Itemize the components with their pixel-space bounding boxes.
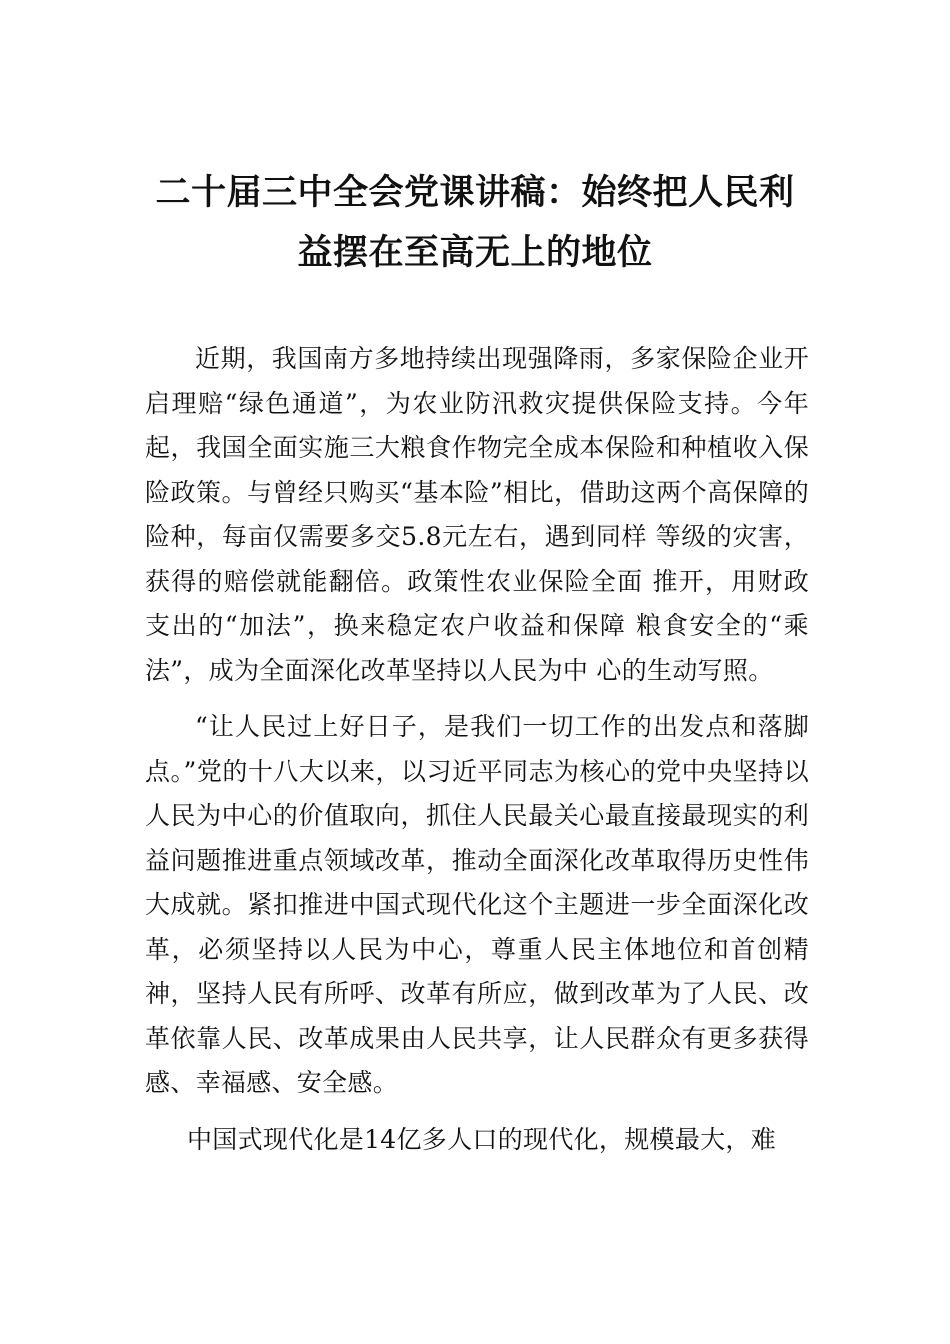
paragraph-3: 中国式现代化是14亿多人口的现代化，规模最大，难 xyxy=(187,1124,777,1154)
document-title xyxy=(130,163,820,283)
title-line-1: 二十届三中全会党课讲稿：始终把人民利 xyxy=(155,173,795,213)
title-line-2: 益摆在至高无上的地位 xyxy=(297,233,653,273)
document-body xyxy=(145,337,809,1174)
paragraph-1: 近期，我国南方多地持续出现强降雨，多家保险企业开启理赔“绿色通道”，为农业防汛救灾提供保险支持。今年起，我国全面实施三大粮食作物完全成本保险和种植收入保险政策。与曾经只购买“基本险”相比，借助这两个高保障的险种，每亩仅需要多交5.8元左右，遇到同样 等级的灾害，获得的赔偿就能翻倍。政策性农业保险全面 推开，用财政支出的“加法”，换来稳定农户收益和保障 粮食安全的“乘法”，成为全面深化改革坚持以人民为中 心的生动写照。 xyxy=(145,344,809,685)
paragraph-2: “让人民过上好日子，是我们一切工作的出发点和落脚点。”党的十八大以来，以习近平同志为核心的党中央坚持以人民为中心的价值取向，抓住人民最关心最直接最现实的利益问题推进重点领域改革，推动全面深化改革取得历史性伟大成就。紧扣推进中国式现代化这个主题进一步全面深化改革，必须坚持以人民为中心，尊重人民主体地位和首创精神，坚持人民有所呼、改革有所应，做到改革为了人民、改革依靠人民、改革成果由人民共享，让人民群众有更多获得感、幸福感、安全感。 xyxy=(145,712,809,1097)
